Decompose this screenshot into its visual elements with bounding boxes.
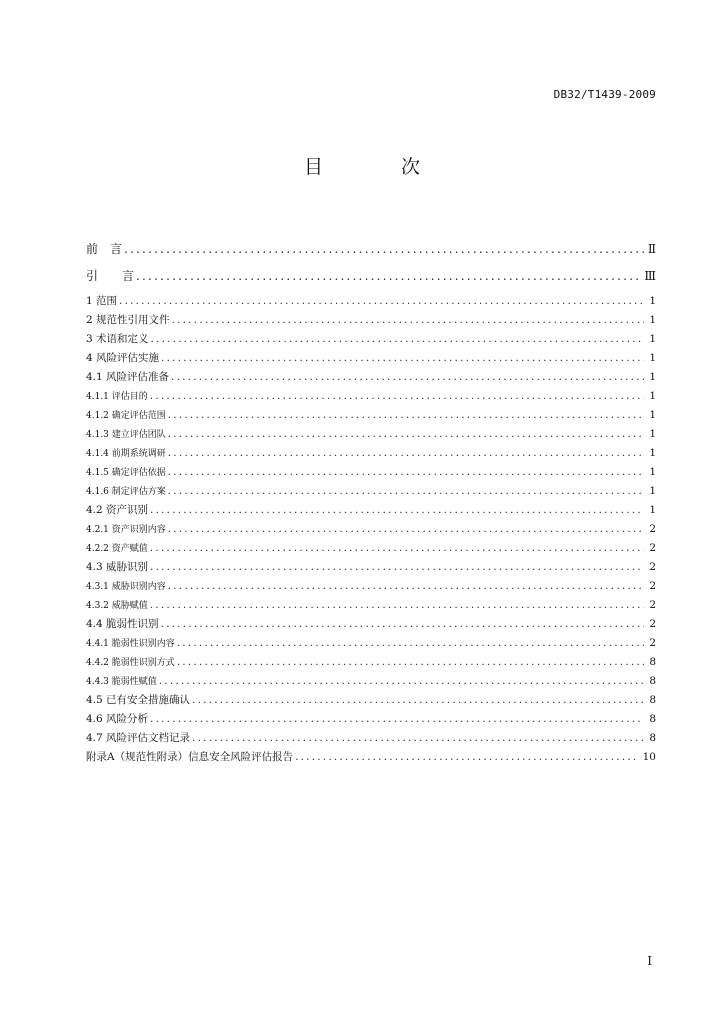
toc-entry-label: 4.1.2 确定评估范围: [86, 411, 166, 421]
toc-entry-label: 4.4 脆弱性识别: [86, 618, 159, 630]
toc-entry[interactable]: [86, 444, 656, 463]
toc-entry[interactable]: [86, 425, 656, 444]
toc-entry-label: 4.3.1 威胁识别内容: [86, 582, 166, 592]
toc-entry[interactable]: [86, 748, 656, 767]
toc-entry-page: 2: [649, 542, 656, 554]
toc-entry-page: 1: [649, 333, 656, 345]
toc-leader-dots: [168, 577, 644, 596]
toc-entry-label: 4.1.1 评估目的: [86, 392, 148, 402]
toc-leader-dots: [151, 330, 644, 349]
toc-entry-page: 1: [649, 295, 656, 307]
toc-entry-label: 4.2.1 资产识别内容: [86, 525, 166, 535]
toc-entry[interactable]: [86, 596, 656, 615]
toc-leader-dots: [124, 236, 644, 263]
toc-entry-label: 4 风险评估实施: [86, 352, 160, 364]
toc-entry-page: 1: [649, 504, 656, 516]
toc-entry[interactable]: [86, 463, 656, 482]
toc-entry-label: 3 术语和定义: [86, 333, 149, 345]
toc-entry-label: 1 范围: [86, 295, 118, 307]
toc-entry-page: 2: [649, 599, 656, 611]
toc-entry-page: Ⅱ: [647, 242, 656, 256]
toc-entry-page: 1: [649, 485, 656, 497]
toc-entry-page: 8: [649, 694, 656, 706]
toc-entry-label: 4.3 威胁识别: [86, 561, 149, 573]
toc-leader-dots: [150, 387, 644, 406]
toc-leader-dots: [168, 520, 644, 539]
toc-entry-page: 2: [649, 618, 656, 630]
toc-leader-dots: [159, 672, 644, 691]
toc-entry[interactable]: [86, 482, 656, 501]
toc-entry-page: 1: [649, 352, 656, 364]
toc-leader-dots: [119, 292, 644, 311]
toc-leader-dots: [150, 710, 644, 729]
toc-entry-page: 1: [649, 447, 656, 459]
toc-entry[interactable]: [86, 263, 656, 290]
toc-leader-dots: [168, 425, 644, 444]
toc-entry-label: 4.1.5 确定评估依据: [86, 468, 166, 478]
toc-entry[interactable]: [86, 387, 656, 406]
toc-entry-page: 1: [649, 314, 656, 326]
toc-leader-dots: [168, 406, 644, 425]
toc-entry-label: 4.1.4 前期系统调研: [86, 449, 166, 459]
toc-entry[interactable]: [86, 558, 656, 577]
toc-entry[interactable]: [86, 539, 656, 558]
toc-entry-label: 4.2 资产识别: [86, 504, 149, 516]
toc-leader-dots: [192, 729, 644, 748]
toc-entry-label: 附录A（规范性附录）信息安全风险评估报告: [86, 751, 294, 763]
toc-entry-label: 4.4.2 脆弱性识别方式: [86, 658, 175, 668]
toc-entry-page: 8: [649, 732, 656, 744]
toc-leader-dots: [177, 634, 644, 653]
toc-entry-label: 引 言: [86, 269, 135, 283]
toc-entry-page: 2: [649, 523, 656, 535]
toc-entry[interactable]: [86, 368, 656, 387]
toc-entry-label: 2 规范性引用文件: [86, 314, 170, 326]
toc-entry[interactable]: [86, 520, 656, 539]
toc-leader-dots: [150, 596, 644, 615]
toc-entry-label: 4.2.2 资产赋值: [86, 544, 148, 554]
toc-leader-dots: [192, 691, 644, 710]
toc-leader-dots: [161, 349, 644, 368]
toc-entry[interactable]: [86, 577, 656, 596]
toc-entry-label: 4.4.1 脆弱性识别内容: [86, 639, 175, 649]
toc-leader-dots: [171, 368, 644, 387]
toc-entry-label: 4.3.2 威胁赋值: [86, 601, 148, 611]
toc-entry-page: 1: [649, 371, 656, 383]
toc-entry-page: 2: [649, 637, 656, 649]
toc-entry[interactable]: [86, 311, 656, 330]
toc-leader-dots: [168, 463, 644, 482]
toc-leader-dots: [172, 311, 644, 330]
toc-leader-dots: [168, 482, 644, 501]
toc-entry-label: 4.1.3 建立评估团队: [86, 430, 166, 440]
toc-leader-dots: [295, 748, 639, 767]
toc-entry[interactable]: [86, 653, 656, 672]
toc-entry-label: 4.7 风险评估文档记录: [86, 732, 191, 744]
toc-entry-page: 1: [649, 466, 656, 478]
page-number: I: [647, 954, 652, 968]
toc-entry[interactable]: [86, 236, 656, 263]
toc-leader-dots: [161, 615, 644, 634]
toc-entry-label: 4.5 已有安全措施确认: [86, 694, 191, 706]
toc-leader-dots: [150, 558, 644, 577]
toc-entry[interactable]: [86, 330, 656, 349]
toc-entry[interactable]: [86, 501, 656, 520]
toc-entry-label: 前 言: [86, 242, 123, 256]
toc-entry[interactable]: [86, 710, 656, 729]
toc-entry[interactable]: [86, 729, 656, 748]
toc-entry-label: 4.1 风险评估准备: [86, 371, 170, 383]
toc-entry-page: Ⅲ: [644, 269, 656, 283]
toc-entry-page: 1: [649, 409, 656, 421]
toc-leader-dots: [177, 653, 644, 672]
toc-leader-dots: [150, 501, 644, 520]
toc-entry[interactable]: [86, 691, 656, 710]
toc-entry-page: 2: [649, 580, 656, 592]
toc-entry-page: 1: [649, 428, 656, 440]
toc-entry-page: 1: [649, 390, 656, 402]
toc-entry-page: 8: [649, 656, 656, 668]
toc-entry-page: 8: [649, 675, 656, 687]
table-of-contents: [86, 236, 656, 767]
toc-entry[interactable]: [86, 292, 656, 311]
toc-leader-dots: [136, 263, 640, 290]
toc-entry-page: 10: [642, 751, 656, 763]
toc-entry-label: 4.4.3 脆弱性赋值: [86, 677, 157, 687]
toc-entry[interactable]: [86, 349, 656, 368]
toc-entry[interactable]: [86, 406, 656, 425]
document-code: DB32/T1439-2009: [553, 88, 656, 101]
toc-entry[interactable]: [86, 672, 656, 691]
toc-entry-page: 2: [649, 561, 656, 573]
toc-entry-page: 8: [649, 713, 656, 725]
toc-leader-dots: [168, 444, 644, 463]
toc-leader-dots: [150, 539, 644, 558]
page-title: 目 次: [303, 156, 457, 178]
toc-entry-label: 4.6 风险分析: [86, 713, 149, 725]
toc-entry-label: 4.1.6 制定评估方案: [86, 487, 166, 497]
toc-entry[interactable]: [86, 615, 656, 634]
toc-entry[interactable]: [86, 634, 656, 653]
